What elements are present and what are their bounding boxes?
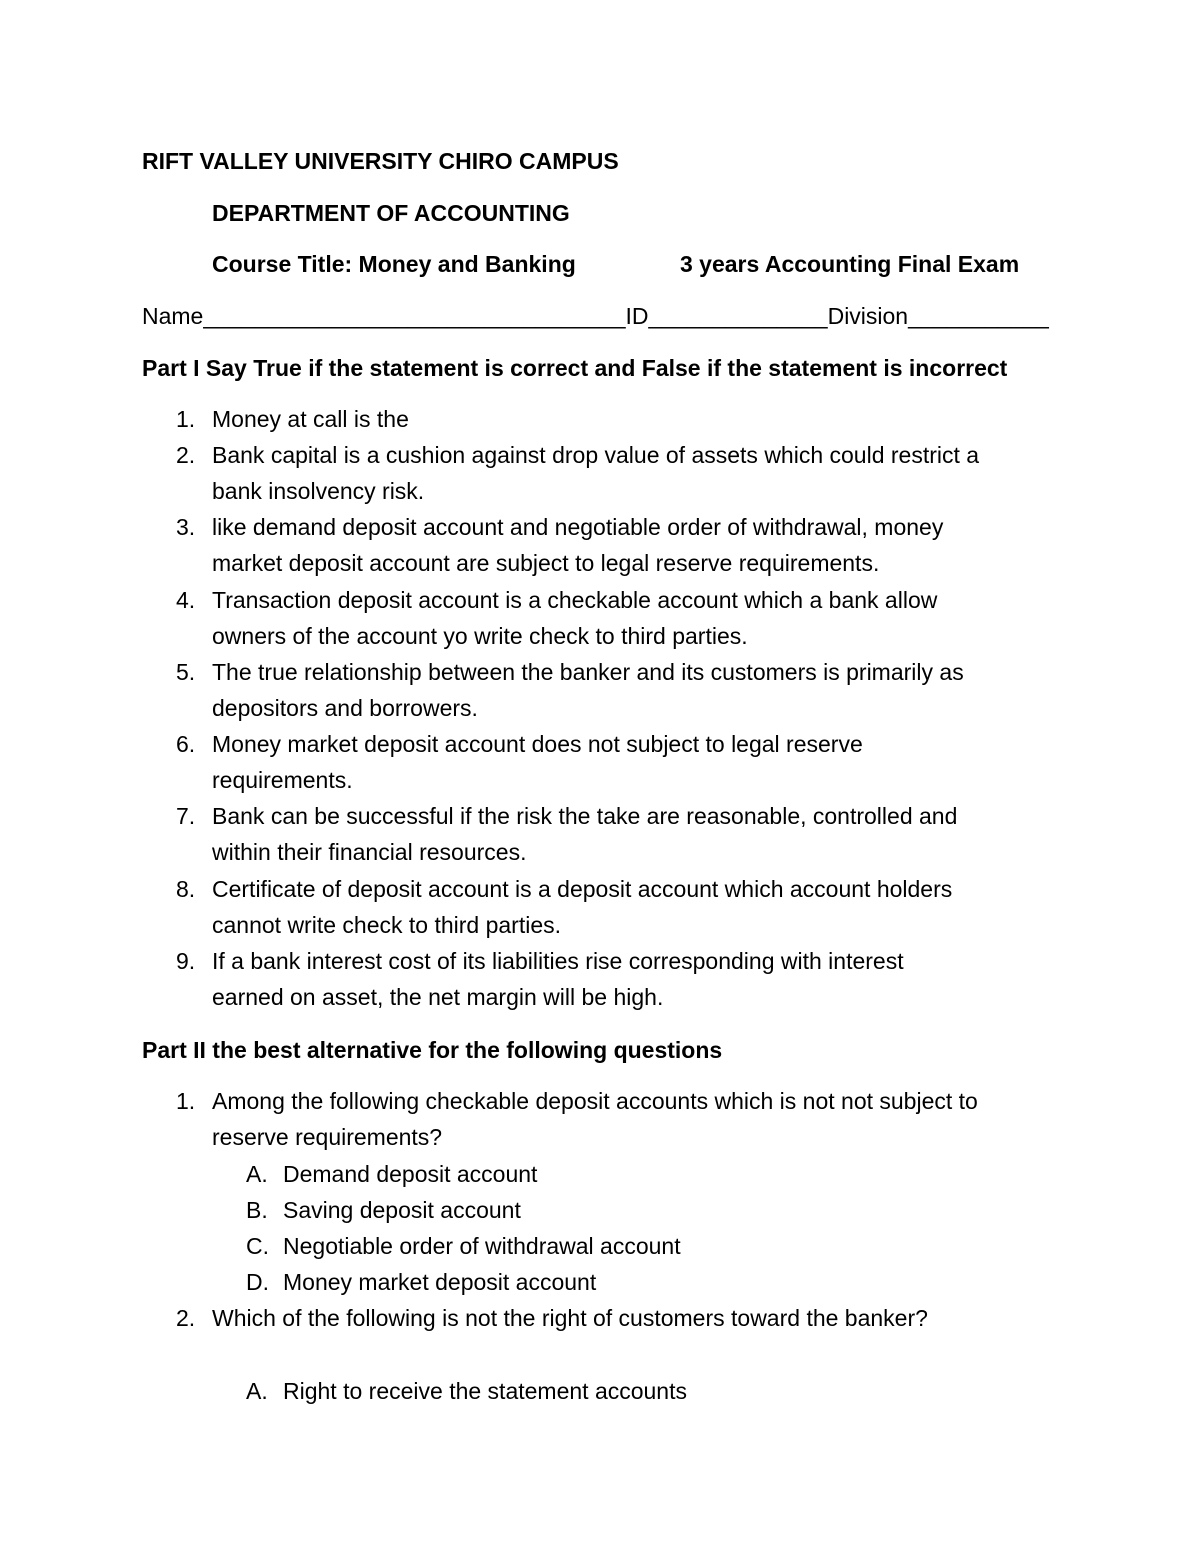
option-letter: C. [246,1233,269,1259]
item-text-cont: earned on asset, the net margin will be high. [212,984,664,1010]
item-text: Money market deposit account does not subject to legal reserve [212,731,863,757]
item-number: 9. [176,948,196,974]
option-text: Right to receive the statement accounts [283,1378,687,1404]
item-text: If a bank interest cost of its liabilities rise corresponding with interest [212,948,904,974]
university-name: RIFT VALLEY UNIVERSITY CHIRO CAMPUS [142,148,619,174]
part1-title: Part I Say True if the statement is correct and False if the statement is incorrect [142,355,1008,381]
question-text-cont: reserve requirements? [212,1124,443,1150]
department-name: DEPARTMENT OF ACCOUNTING [212,200,570,226]
item-number: 2. [176,442,196,468]
student-info-line [142,301,1049,331]
option-text: Negotiable order of withdrawal account [283,1233,681,1259]
item-number: 8. [176,876,196,902]
item-text-cont: cannot write check to third parties. [212,912,561,938]
question-number: 2. [176,1305,196,1331]
course-title: Course Title: Money and Banking [212,251,576,277]
item-number: 6. [176,731,196,757]
option-letter: D. [246,1269,269,1295]
option-text: Money market deposit account [283,1269,597,1295]
option-letter: A. [246,1161,268,1187]
item-text: Transaction deposit account is a checkable account which a bank allow [212,587,938,613]
id-blank[interactable]: ______________ [648,303,828,329]
item-text: Money at call is the [212,406,409,432]
part2-title: Part II the best alternative for the following questions [142,1037,723,1063]
item-number: 5. [176,659,196,685]
question-text: Which of the following is not the right of customers toward the banker? [212,1305,928,1331]
id-label: ID [625,303,649,329]
item-text: Bank can be successful if the risk the take are reasonable, controlled and [212,803,958,829]
option-letter: A. [246,1378,268,1404]
item-text-cont: within their financial resources. [212,839,527,865]
division-blank[interactable]: ___________ [908,303,1049,329]
name-label: Name [142,303,204,329]
item-text-cont: requirements. [212,767,353,793]
item-text-cont: owners of the account yo write check to third parties. [212,623,748,649]
item-text: like demand deposit account and negotiable order of withdrawal, money [212,514,944,540]
item-text: The true relationship between the banker and its customers is primarily as [212,659,964,685]
item-text-cont: market deposit account are subject to legal reserve requirements. [212,550,880,576]
question-text: Among the following checkable deposit accounts which is not not subject to [212,1088,978,1114]
item-number: 3. [176,514,196,540]
question-number: 1. [176,1088,196,1114]
option-letter: B. [246,1197,268,1223]
item-number: 1. [176,406,196,432]
option-text: Saving deposit account [283,1197,521,1223]
item-number: 7. [176,803,196,829]
item-text-cont: depositors and borrowers. [212,695,478,721]
item-text: Bank capital is a cushion against drop value of assets which could restrict a [212,442,980,468]
item-text-cont: bank insolvency risk. [212,478,425,504]
division-label: Division [827,303,909,329]
exam-title: 3 years Accounting Final Exam [680,251,1020,277]
item-number: 4. [176,587,196,613]
option-text: Demand deposit account [283,1161,538,1187]
name-blank[interactable]: _________________________________ [203,303,626,329]
item-text: Certificate of deposit account is a deposit account which account holders [212,876,953,902]
